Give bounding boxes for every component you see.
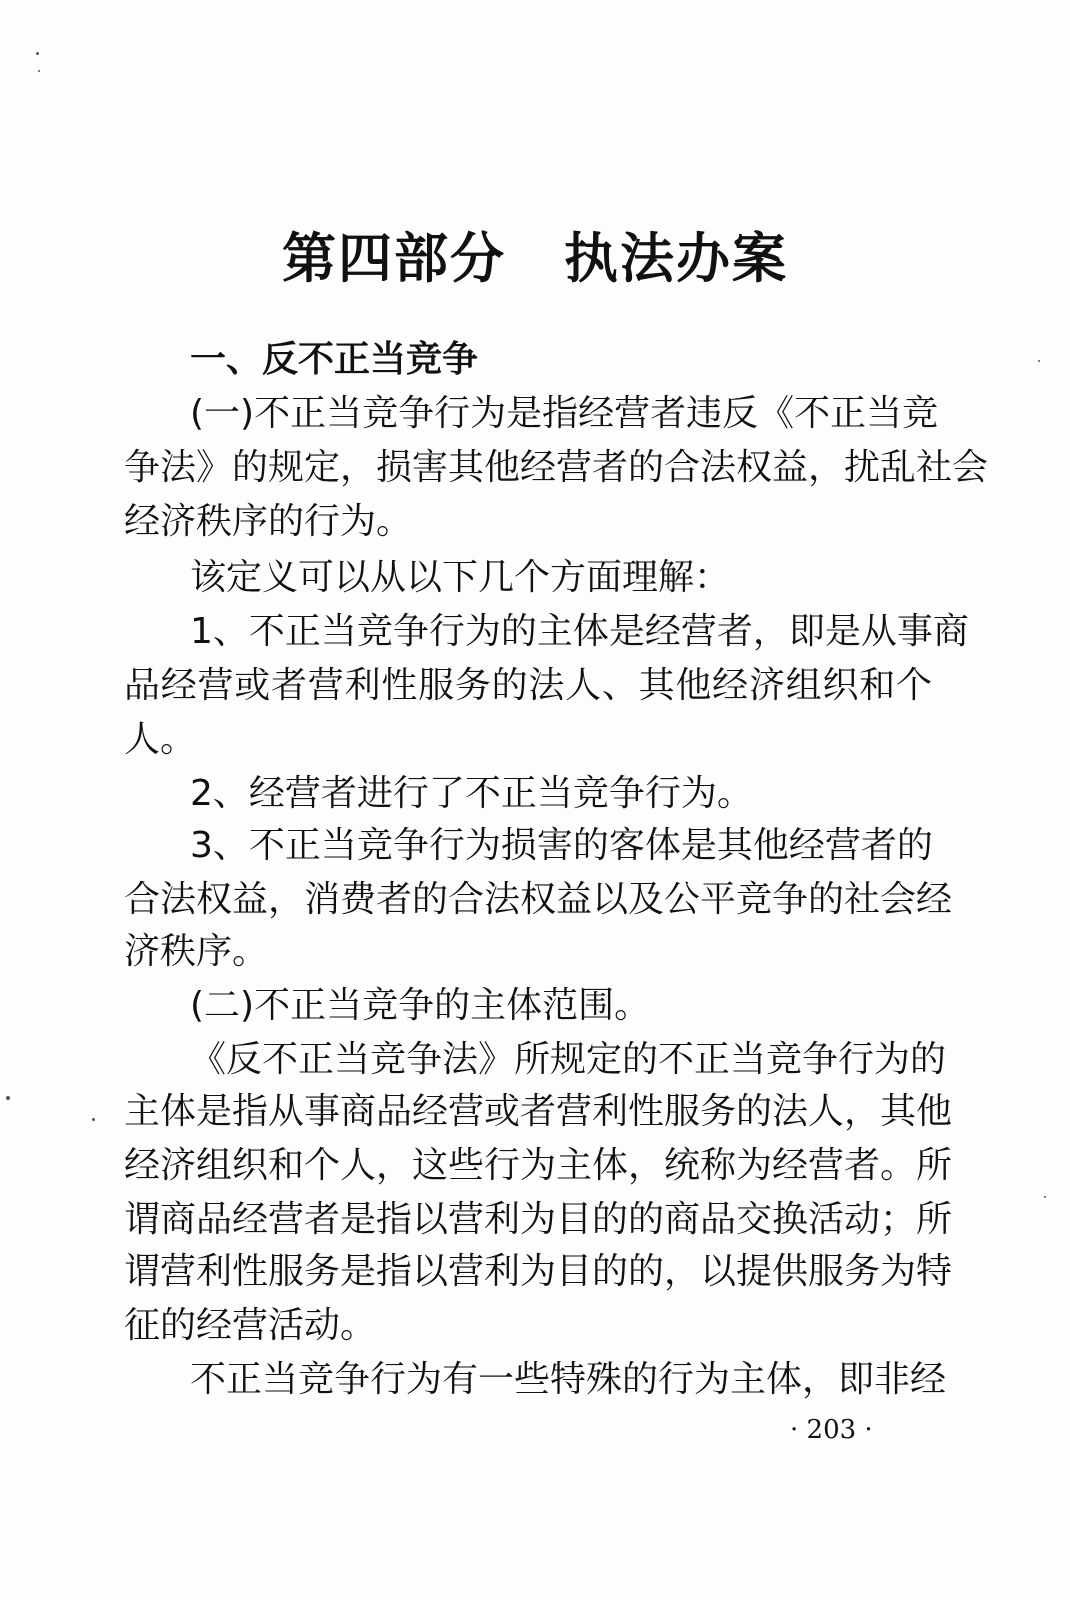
text-line-content: 谓商品经营者是指以营利为目的的商品交换活动；所	[124, 1199, 953, 1240]
text-line	[190, 819, 932, 873]
section-heading: 一、反不正当竞争	[190, 339, 479, 380]
text-line	[124, 1245, 953, 1299]
text-line-content: 合法权益，消费者的合法权益以及公平竞争的社会经	[124, 879, 953, 920]
text-line	[190, 1353, 947, 1407]
text-line: (二)不正当竞争的主体范围。	[190, 985, 651, 1026]
scan-speck	[38, 70, 40, 72]
text-line-content: 主体是指从事商品经营或者营利性服务的法人，其他	[124, 1091, 953, 1132]
text-line	[190, 1033, 947, 1087]
scan-speck	[6, 1096, 10, 1100]
scan-speck	[92, 1118, 95, 1121]
text-line	[190, 605, 969, 659]
text-line: 该定义可以从以下几个方面理解：	[190, 557, 731, 598]
text-line-content: 《反不正当竞争法》所规定的不正当竞争行为的	[190, 1039, 947, 1080]
text-line: 济秩序。	[124, 931, 269, 972]
scan-speck	[1038, 360, 1040, 362]
text-line-content: 争法》的规定，损害其他经营者的合法权益，扰乱社会	[124, 447, 989, 488]
text-line-content: 谓营利性服务是指以营利为目的的，以提供服务为特	[124, 1251, 953, 1292]
chapter-title	[0, 218, 1070, 298]
chapter-title-topic: 执法办案	[564, 226, 788, 290]
text-line	[124, 1085, 953, 1139]
text-line: 人。	[124, 719, 197, 760]
text-line	[124, 659, 932, 713]
chapter-title-part: 第四部分	[282, 226, 506, 290]
text-line	[124, 441, 989, 495]
page-number: · 203 ·	[790, 1415, 873, 1445]
text-line-content: 1、不正当竞争行为的主体是经营者，即是从事商	[190, 611, 969, 652]
text-line: 征的经营活动。	[124, 1305, 377, 1346]
scan-speck	[1044, 1196, 1046, 1198]
scan-speck	[36, 52, 39, 55]
text-line-content: 经济组织和个人，这些行为主体，统称为经营者。所	[124, 1145, 953, 1186]
text-line: 2、经营者进行了不正当竞争行为。	[190, 773, 753, 814]
text-line	[190, 387, 939, 441]
text-line-content: 不正当竞争行为有一些特殊的行为主体，即非经	[190, 1359, 947, 1400]
text-line	[124, 873, 953, 927]
text-line: 经济秩序的行为。	[124, 501, 413, 542]
text-line-content: 3、不正当竞争行为损害的客体是其他经营者的	[190, 825, 933, 866]
text-line-content: 品经营或者营利性服务的法人、其他经济组织和个	[124, 665, 932, 706]
text-line	[124, 1193, 953, 1247]
text-line-content: (一)不正当竞争行为是指经营者违反《不正当竞	[190, 393, 939, 434]
text-line	[124, 1139, 953, 1193]
